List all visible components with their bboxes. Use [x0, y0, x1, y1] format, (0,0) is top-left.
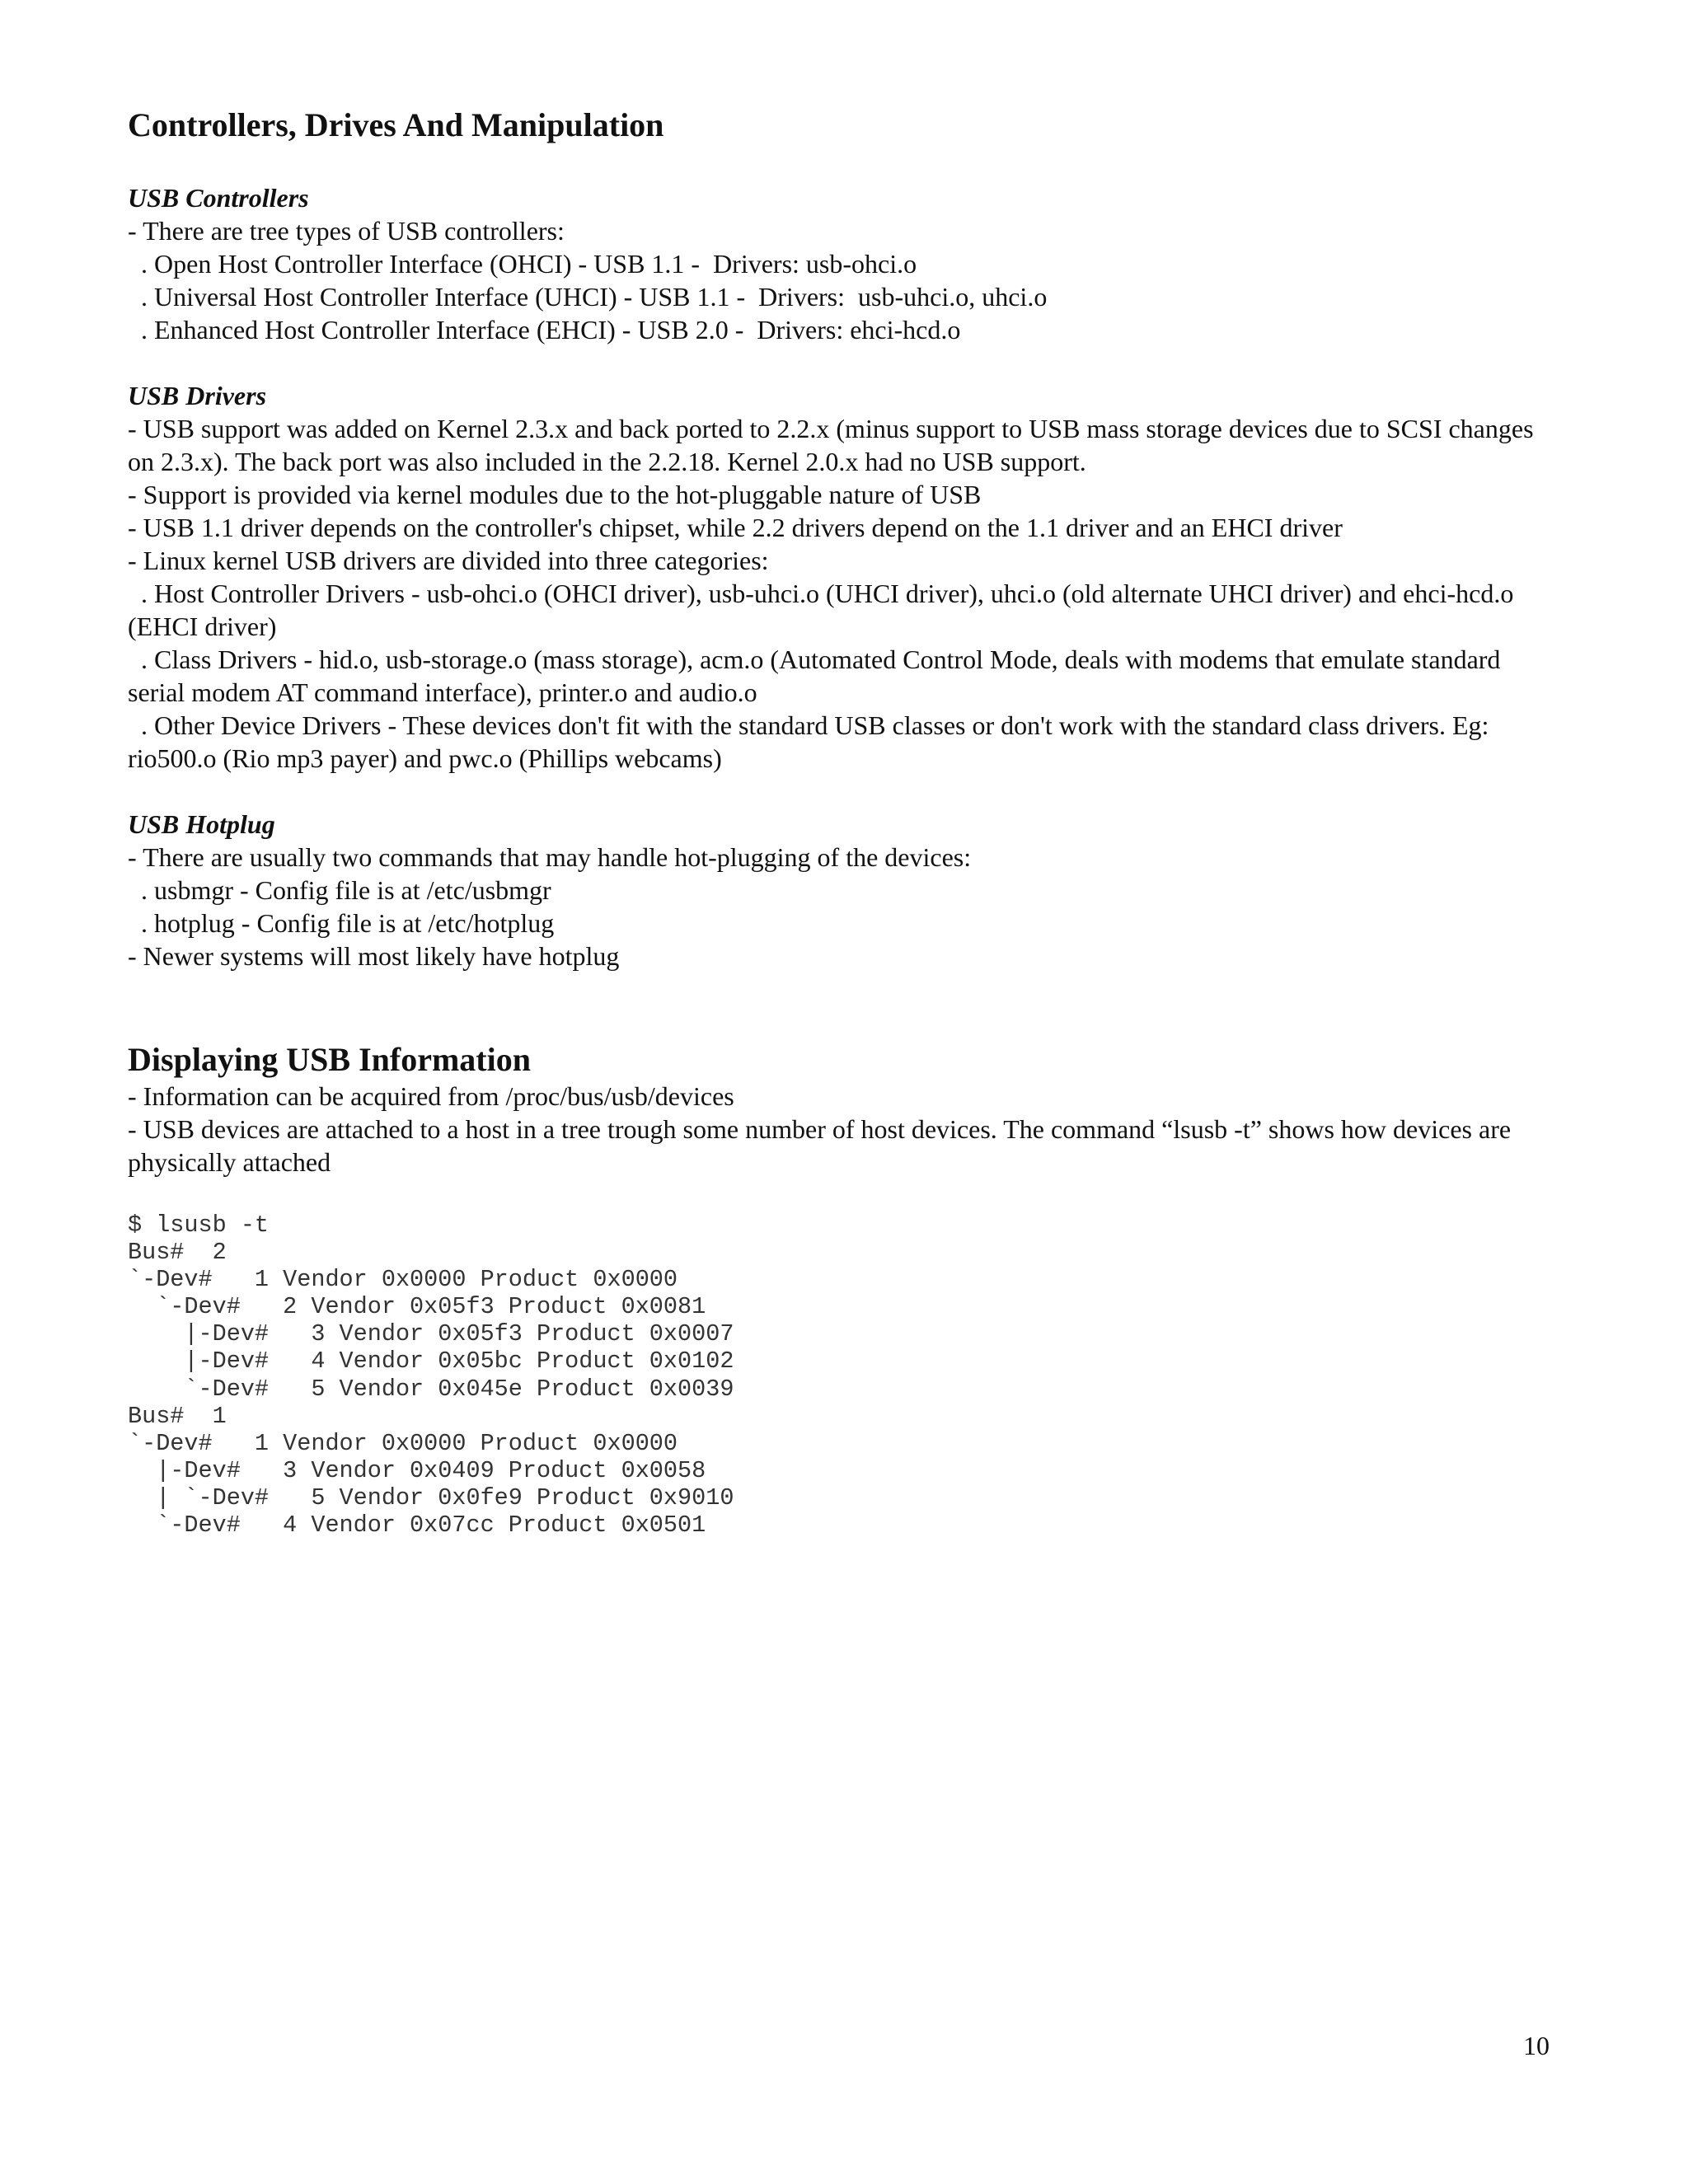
code-line: | `-Dev# 5 Vendor 0x0fe9 Product 0x9010 — [128, 1483, 734, 1511]
code-line: Bus# 2 — [128, 1239, 227, 1267]
code-line: |-Dev# 4 Vendor 0x05bc Product 0x0102 — [128, 1347, 734, 1376]
text-line: - There are usually two commands that may handle hot-plugging of the devices: — [128, 842, 972, 872]
code-line: |-Dev# 3 Vendor 0x05f3 Product 0x0007 — [128, 1320, 734, 1348]
subheading-usb-controllers: USB Controllers — [128, 183, 309, 213]
usb-hotplug-text — [128, 841, 1562, 972]
text-line: - USB 1.1 driver depends on the controller's chipset, while 2.2 drivers depend on the 1.1 driver and an EHCI driver — [128, 513, 1343, 542]
text-line: - USB devices are attached to a host in a tree trough some number of host devices. The command “lsusb -t” shows how devices are physically attached — [128, 1114, 1518, 1177]
code-line: Bus# 1 — [128, 1402, 227, 1430]
text-line: - USB support was added on Kernel 2.3.x and back ported to 2.2.x (minus support to USB mass storage devices due to SCSI changes on 2.3.x). The back port was also included in the 2.2.18. Kernel 2.0.x had no USB support. — [128, 414, 1540, 476]
subheading-usb-drivers: USB Drivers — [128, 381, 267, 410]
code-line: `-Dev# 2 Vendor 0x05f3 Product 0x0081 — [128, 1293, 706, 1321]
text-line: - Newer systems will most likely have hotplug — [128, 941, 620, 971]
text-line: . Other Device Drivers - These devices don't fit with the standard USB classes or don't work with the standard class drivers. Eg: rio500.o (Rio mp3 payer) and pwc.o (Phillips webcams) — [128, 710, 1496, 773]
page-number: 10 — [1523, 2031, 1550, 2060]
code-line: `-Dev# 1 Vendor 0x0000 Product 0x0000 — [128, 1266, 678, 1294]
usb-controllers-text — [128, 214, 1562, 346]
code-line: `-Dev# 1 Vendor 0x0000 Product 0x0000 — [128, 1429, 678, 1457]
code-line: $ lsusb -t — [128, 1212, 270, 1239]
text-line: . Open Host Controller Interface (OHCI) - USB 1.1 - Drivers: usb-ohci.o — [128, 249, 917, 279]
text-line: - Information can be acquired from /proc/bus/usb/devices — [128, 1081, 734, 1111]
text-line: - Support is provided via kernel modules due to the hot-pluggable nature of USB — [128, 480, 982, 509]
section-title-controllers: Controllers, Drives And Manipulation — [128, 106, 664, 143]
code-line: `-Dev# 4 Vendor 0x07cc Product 0x0501 — [128, 1511, 706, 1540]
text-line: . Enhanced Host Controller Interface (EHCI) - USB 2.0 - Drivers: ehci-hcd.o — [128, 315, 961, 344]
text-line: . hotplug - Config file is at /etc/hotplug — [128, 908, 555, 938]
displaying-usb-text — [128, 1080, 1562, 1179]
subheading-usb-hotplug: USB Hotplug — [128, 809, 275, 839]
text-line: . Universal Host Controller Interface (UHCI) - USB 1.1 - Drivers: usb-uhci.o, uhci.o — [128, 282, 1048, 312]
code-line: |-Dev# 3 Vendor 0x0409 Product 0x0058 — [128, 1456, 706, 1484]
section-title-displaying-usb: Displaying USB Information — [128, 1041, 531, 1078]
lsusb-code-block — [128, 1212, 734, 1539]
code-line: `-Dev# 5 Vendor 0x045e Product 0x0039 — [128, 1375, 734, 1403]
text-line: . Host Controller Drivers - usb-ohci.o (OHCI driver), usb-uhci.o (UHCI driver), uhci.o (old alternate UHCI driver) and ehci-hcd.o (EHCI driver) — [128, 579, 1521, 641]
text-line: . usbmgr - Config file is at /etc/usbmgr — [128, 875, 551, 905]
text-line: . Class Drivers - hid.o, usb-storage.o (mass storage), acm.o (Automated Control Mode, deals with modems that emulate standard serial modem AT command interface), printer.o and audio.o — [128, 644, 1507, 707]
usb-drivers-text — [128, 412, 1562, 775]
text-line: - There are tree types of USB controllers: — [128, 216, 565, 246]
text-line: - Linux kernel USB drivers are divided into three categories: — [128, 546, 769, 575]
